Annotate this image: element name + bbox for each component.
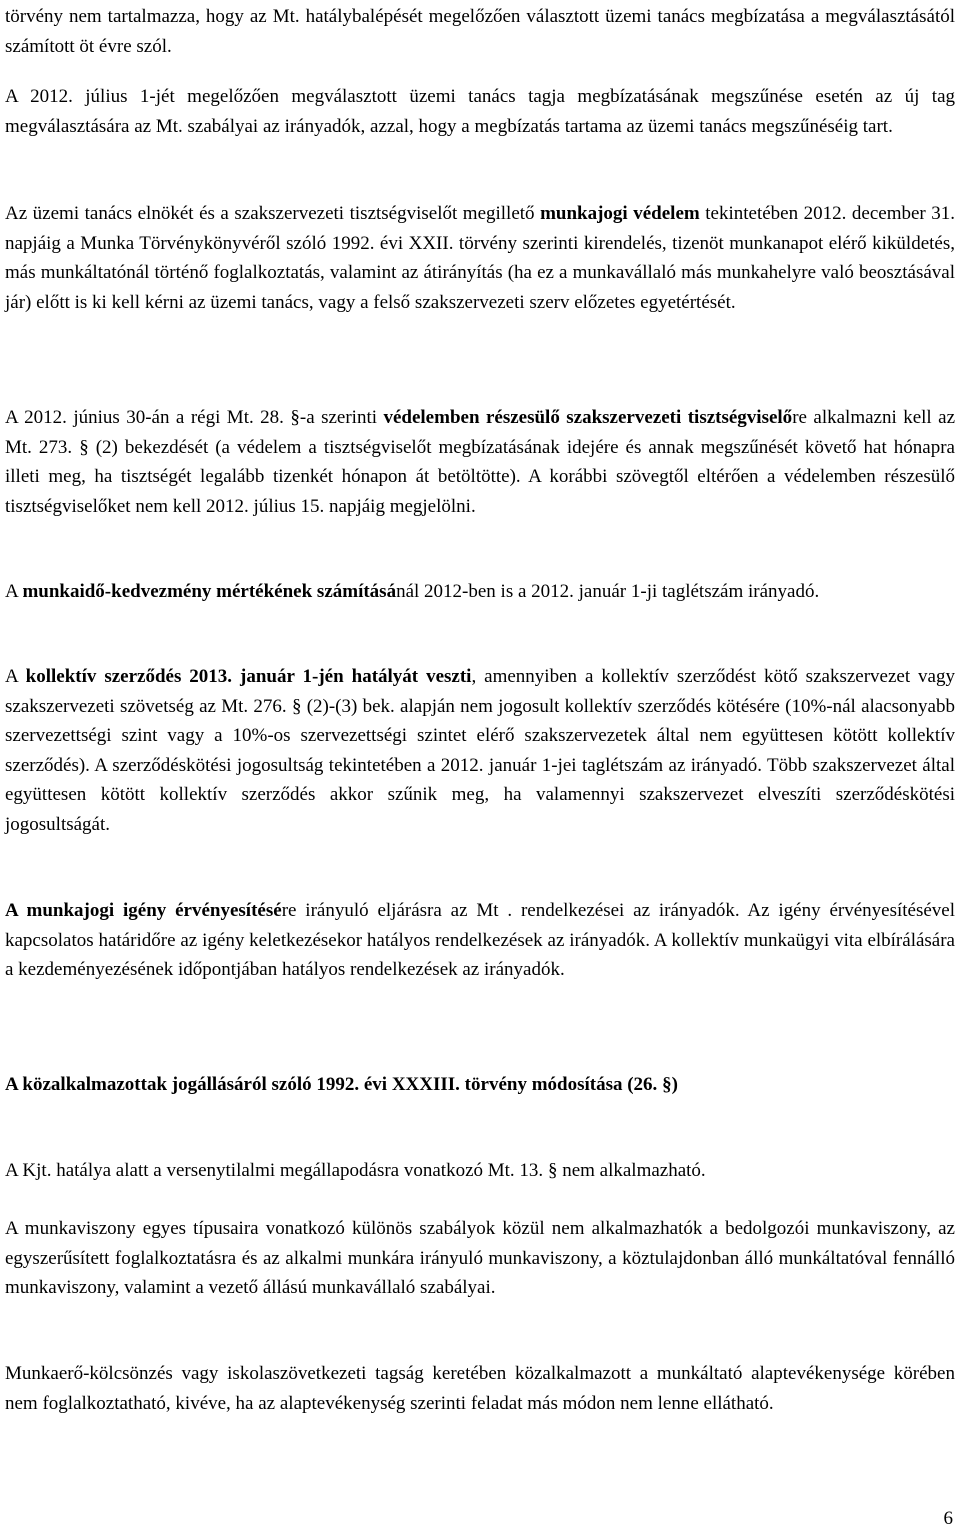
paragraph-5-text-a: A (5, 581, 23, 602)
paragraph-10 (5, 1359, 955, 1418)
paragraph-9-text: A munkaviszony egyes típusaira vonatkozó különös szabályok közül nem alkalmazhatók a bedolgozói munkaviszony, az egyszerűsített foglalkoztatásra és az alkalmi munkára irányuló munkaviszony, a köztulajdonban álló munkáltatóval fennálló munkaviszony, valamint a vezető állású munkavállaló szabályai. (5, 1218, 955, 1298)
paragraph-3 (5, 199, 955, 317)
paragraph-9 (5, 1214, 955, 1303)
section-sign: § (547, 1160, 558, 1181)
paragraph-7 (5, 896, 955, 985)
section-heading: A közalkalmazottak jogállásáról szóló 1992. évi XXXIII. törvény módosítása (26. §) (5, 1074, 678, 1095)
section-sign: § (291, 695, 302, 717)
paragraph-8-text-a: A Kjt. hatálya alatt a versenytilalmi megállapodásra vonatkozó Mt. 13. (5, 1160, 548, 1181)
section-sign: § (662, 1074, 672, 1095)
paragraph-1 (5, 2, 955, 61)
paragraph-1-text: törvény nem tartalmazza, hogy az Mt. hatálybalépését megelőzően választott üzemi tanács megbízatása a megválasztásától számított öt évre szól. (5, 6, 955, 57)
paragraph-5-bold: munkaidő-kedvezmény mértékének számításá (22, 581, 397, 602)
paragraph-6-bold: kollektív szerződés 2013. január 1-jén hatályát veszti (25, 666, 472, 687)
paragraph-5-text-c: nál 2012-ben is a 2012. január 1-ji taglétszám irányadó. (396, 581, 820, 602)
paragraph-2-text: A 2012. július 1-jét megelőzően megválasztott üzemi tanács tagja megbízatásának megszűnése esetén az új tag megválasztására az Mt. szabályai az irányadók, azzal, hogy a megbízatás tartama az üzemi tanács megszűnéséig tart. (5, 86, 955, 137)
paragraph-8-text-b: nem alkalmazható. (557, 1160, 706, 1181)
paragraph-3-text-c: tekintetében 2012. december 31. napjáig a Munka Törvénykönyvéről szóló 1992. évi XXII. törvény szerinti kirendelés, tizenöt munkanapot elérő kiküldetés, más munkáltatónál történő foglalkoztatás, valamint az átirányítás (ha ez a munkavállaló más munkahelyre való beosztásával jár) előtt is ki kell kérni az üzemi tanács, vagy a felső szakszervezeti szerv előzetes egyetértését. (5, 203, 956, 313)
paragraph-6-text-d: (2)-(3) bek. alapján nem jogosult kollektív szerződés kötésére (10%-nál alacsonyabb szervezettségi szint vagy a 10%-os szervezettségi szintet elérő szakszervezetek által nem együttesen kötött kollektív szerződés). A szerződéskötési jogosultság tekintetében a 2012. január 1-jei taglétszám az irányadó. Több szakszervezet által együttesen kötött kollektív szerződés akkor szűnik meg, ha valamennyi szakszervezet elveszíti szerződéskötési jogosultságát. (5, 695, 955, 835)
paragraph-10-text: Munkaerő-kölcsönzés vagy iskolaszövetkezeti tagság keretében közalkalmazott a munkáltató alaptevékenysége körében nem foglalkoztatható, kivéve, ha az alaptevékenység szerinti feladat más módon nem lenne ellátható. (5, 1363, 955, 1414)
paragraph-6-text-c: , amennyiben a kollektív szerződést kötő szakszervezet vagy szakszervezeti szövetség az Mt. 276. (5, 666, 955, 717)
paragraph-6-text-a: A (5, 666, 26, 687)
paragraph-6 (5, 662, 955, 839)
page-number: 6 (943, 1508, 953, 1529)
paragraph-3-bold: munkajogi védelem (540, 203, 700, 224)
paragraph-4 (5, 403, 955, 521)
paragraph-4-text-d: re alkalmazni kell az Mt. 273. (5, 407, 955, 458)
section-heading-text: A közalkalmazottak jogállásáról szóló 1992. évi XXXIII. törvény módosítása (26. (5, 1074, 663, 1095)
paragraph-8 (5, 1156, 955, 1186)
section-sign: § (290, 407, 300, 428)
paragraph-4-text-a: A 2012. június 30-án a régi Mt. 28. (5, 407, 291, 428)
paragraph-4-bold: védelemben részesülő szakszervezeti tisztségviselő (383, 407, 793, 428)
section-sign: § (79, 436, 89, 458)
paragraph-4-text-b: -a szerinti (299, 407, 384, 428)
paragraph-5 (5, 577, 955, 607)
paragraph-4-text-e: (2) bekezdését (a védelem a tisztségviselőt megbízatásának idejére és annak megszűnését követő hat hónapra illeti meg, ha tisztségét legalább tizenkét hónapon át betöltötte). A korábbi szövegtől eltérően a védelemben részesülő tisztségviselőket nem kell 2012. július 15. napjáig megjelölni. (5, 436, 955, 517)
paragraph-7-text-b: re irányuló eljárásra az Mt . rendelkezései az irányadók. Az igény érvényesítésével kapcsolatos határidőre az igény keletkezésekor hatályos rendelkezések az irányadók. A kollektív munkaügyi vita elbírálására a kezdeményezésének időpontjában hatályos rendelkezések az irányadók. (5, 900, 955, 980)
paragraph-7-bold: A munkajogi igény érvényesítésé (5, 900, 282, 921)
paragraph-2 (5, 82, 955, 141)
paragraph-3-text-a: Az üzemi tanács elnökét és a szakszervezeti tisztségviselőt megillető (5, 203, 541, 224)
